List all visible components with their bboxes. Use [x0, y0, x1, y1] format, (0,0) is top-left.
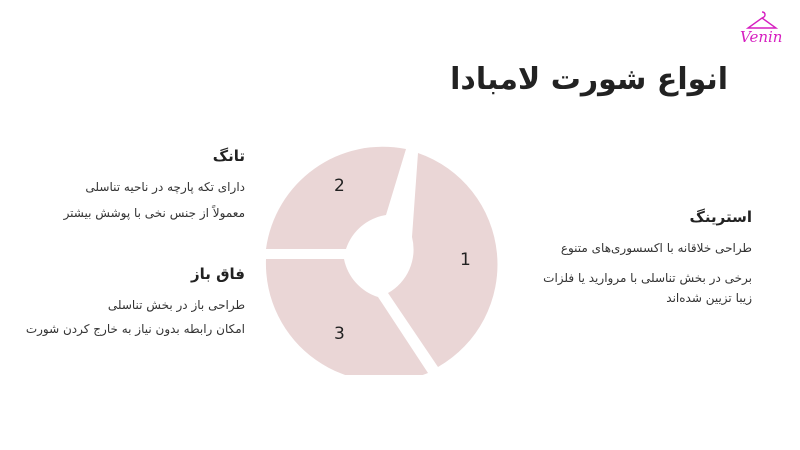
segment-1	[388, 153, 497, 367]
item-faq-baz	[0, 265, 245, 343]
item-tang-line-2: معمولاً از جنس نخی با پوشش بیشتر	[63, 206, 245, 220]
segment-3	[266, 259, 428, 375]
item-faq-baz-line-1: طراحی باز در بخش تناسلی	[107, 298, 245, 312]
segment-1-number: 1	[460, 250, 471, 270]
item-string-line-1: طراحی خلاقانه با اکسسوری‌های متنوع	[560, 241, 752, 255]
item-string-line-2: برخی در بخش تناسلی با مروارید یا فلزات زیبا تزیین شده‌اند	[543, 271, 752, 305]
item-faq-baz-line-2: امکان رابطه بدون نیاز به خارج کردن شورت	[25, 322, 245, 336]
svg-text:Venin: Venin	[740, 28, 783, 46]
item-string	[532, 208, 752, 318]
item-faq-baz-title: فاق باز	[191, 265, 245, 283]
item-tang-title: تانگ	[212, 147, 245, 165]
segment-2-number: 2	[334, 176, 345, 196]
item-tang-line-1: دارای تکه پارچه در ناحیه تناسلی	[85, 180, 245, 194]
page-title: انواع شورت لامبادا	[450, 62, 728, 97]
segment-3-number: 3	[334, 324, 345, 344]
item-tang	[0, 147, 245, 229]
cycle-diagram	[258, 145, 504, 375]
hanger-logo-icon	[736, 6, 788, 46]
segment-2	[266, 147, 406, 249]
item-string-title: استرینگ	[689, 208, 752, 226]
brand-logo	[736, 6, 788, 46]
